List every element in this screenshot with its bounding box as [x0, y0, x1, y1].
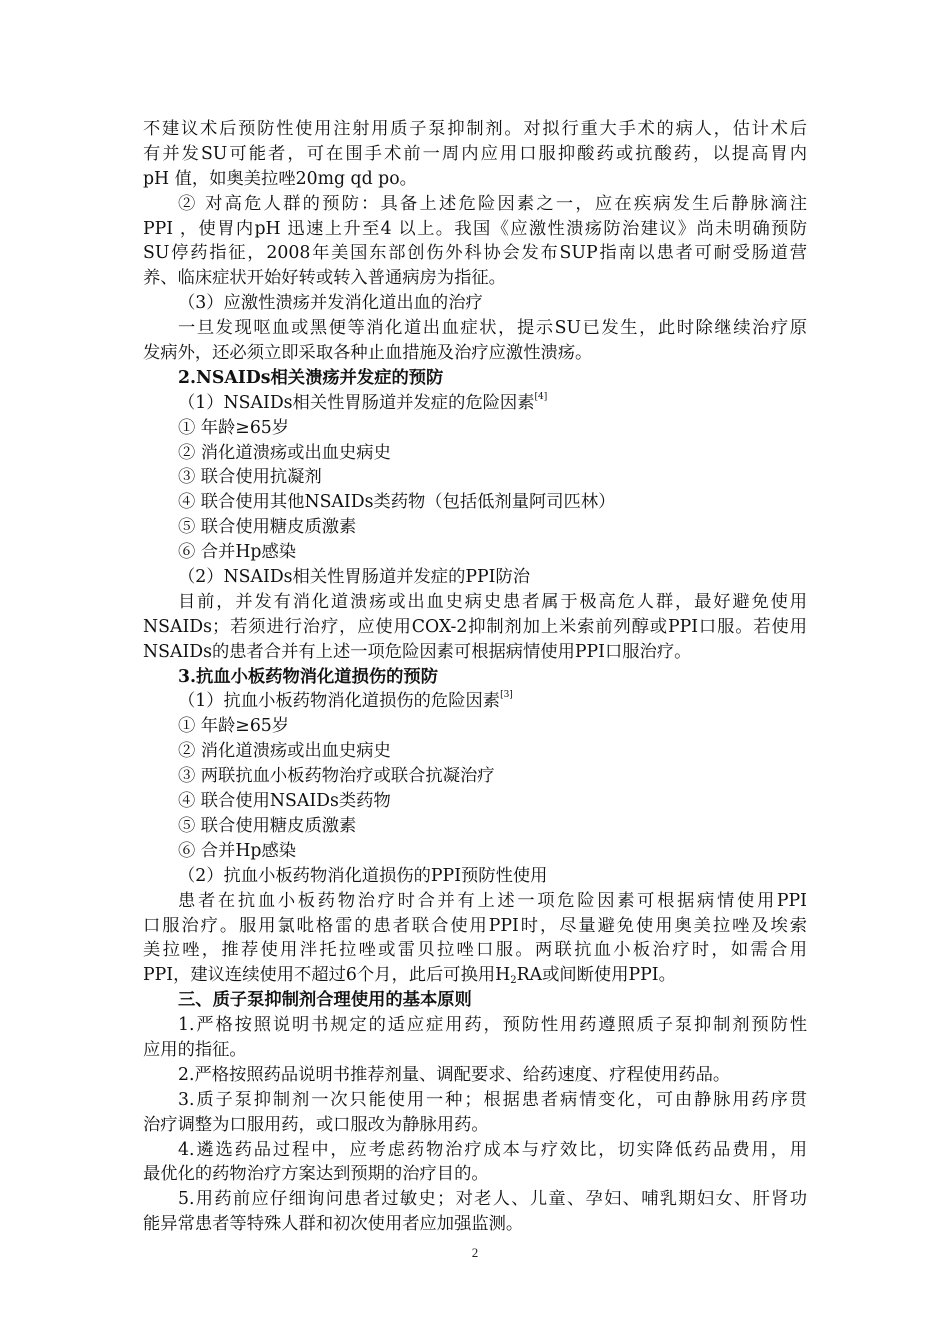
line-text: ③ 联合使用抗凝剂 [178, 467, 322, 488]
line-text: ⑤ 联合使用糖皮质激素 [178, 815, 357, 836]
section-heading [143, 366, 807, 391]
line-text: （3）应激性溃疡并发消化道出血的治疗 [178, 293, 483, 314]
text-line [143, 1138, 807, 1163]
line-text: 发病外，还必须立即采取各种止血措施及治疗应激性溃疡。 [143, 343, 593, 364]
line-text: 2.严格按照药品说明书推荐剂量、调配要求、给药速度、疗程使用药品。 [178, 1064, 731, 1085]
text-line [143, 217, 807, 242]
line-text: ⑤ 联合使用糖皮质激素 [178, 517, 357, 538]
line-text: ④ 联合使用NSAIDs类药物 [178, 791, 391, 812]
text-line [143, 441, 807, 466]
text-line [143, 416, 807, 441]
text-line [143, 291, 807, 316]
citation-superscript: [4] [534, 391, 548, 402]
line-text: ② 对高危人群的预防：具备上述危险因素之一，应在疾病发生后静脉滴注 [178, 193, 807, 214]
line-text: ② 消化道溃疡或出血史病史 [178, 442, 391, 463]
line-text: （1）抗血小板药物消化道损伤的危险因素 [178, 691, 501, 712]
text-line [143, 1063, 807, 1088]
line-text: 4.遴选药品过程中，应考虑药物治疗成本与疗效比，切实降低药品费用，用 [178, 1139, 807, 1160]
line-text: （2）NSAIDs相关性胃肠道并发症的PPI防治 [178, 567, 531, 588]
line-text: 目前，并发有消化道溃疡或出血史病史患者属于极高危人群，最好避免使用 [178, 591, 807, 612]
text-line [143, 914, 807, 939]
line-text: 治疗调整为口服用药，或口服改为静脉用药。 [143, 1114, 489, 1135]
line-text: 三、质子泵抑制剂合理使用的基本原则 [178, 990, 472, 1011]
line-text: pH 值，如奥美拉唑20mg qd po。 [143, 168, 417, 189]
line-text: （2）抗血小板药物消化道损伤的PPI预防性使用 [178, 865, 548, 886]
line-text: 能异常患者等特殊人群和初次使用者应加强监测。 [143, 1214, 524, 1235]
line-text-continued: RA或间断使用PPI。 [516, 965, 676, 986]
text-line [143, 689, 807, 714]
line-text: 不建议术后预防性使用注射用质子泵抑制剂。对拟行重大手术的病人，估计术后 [143, 119, 807, 139]
text-line [143, 938, 807, 963]
line-text: 口服治疗。服用氯吡格雷的患者联合使用PPI时，尽量避免使用奥美拉唑及埃索 [143, 915, 807, 936]
text-line [143, 640, 807, 665]
line-text: 1.严格按照说明书规定的适应症用药，预防性用药遵照质子泵抑制剂预防性 [178, 1015, 807, 1036]
line-text: ① 年龄≥65岁 [178, 417, 290, 438]
text-line [143, 167, 807, 192]
text-line [143, 814, 807, 839]
line-text: NSAIDs；若须进行治疗，应使用COX-2抑制剂加上米索前列醇或PPI口服。若使用 [143, 616, 807, 637]
text-line [143, 789, 807, 814]
text-line [143, 465, 807, 490]
line-text: ② 消化道溃疡或出血史病史 [178, 741, 391, 762]
text-line [143, 1088, 807, 1113]
text-line [143, 341, 807, 366]
section-heading [143, 988, 807, 1013]
line-text: 3.抗血小板药物消化道损伤的预防 [178, 666, 438, 687]
line-text: ⑥ 合并Hp感染 [178, 542, 297, 563]
text-line [143, 1113, 807, 1138]
text-line [143, 889, 807, 914]
text-line [143, 864, 807, 889]
line-text: 有并发SU可能者，可在围手术前一周内应用口服抑酸药或抗酸药，以提高胃内 [143, 143, 807, 164]
text-line [143, 142, 807, 167]
body-text [143, 117, 807, 1237]
line-text: 养、临床症状开始好转或转入普通病房为指征。 [143, 268, 506, 289]
section-heading [143, 665, 807, 690]
text-line [143, 192, 807, 217]
text-line [143, 1013, 807, 1038]
text-line [143, 764, 807, 789]
line-text: 一旦发现呕血或黑便等消化道出血症状，提示SU已发生，此时除继续治疗原 [178, 318, 807, 339]
line-text: 应用的指征。 [143, 1039, 247, 1060]
citation-superscript: [3] [500, 690, 513, 701]
text-line [143, 615, 807, 640]
text-line [143, 241, 807, 266]
text-line [143, 1187, 807, 1212]
line-text: （1）NSAIDs相关性胃肠道并发症的危险因素 [178, 392, 535, 413]
text-line [143, 714, 807, 739]
line-text: 2.NSAIDs相关溃疡并发症的预防 [178, 367, 444, 388]
text-line [143, 839, 807, 864]
text-line [143, 1162, 807, 1187]
line-text: ④ 联合使用其他NSAIDs类药物（包括低剂量阿司匹林） [178, 492, 616, 513]
line-text: ⑥ 合并Hp感染 [178, 840, 297, 861]
text-line [143, 590, 807, 615]
text-line [143, 963, 807, 988]
line-text: SU停药指征，2008年美国东部创伤外科协会发布SUP指南以患者可耐受肠道营 [143, 243, 807, 264]
line-text: 美拉唑，推荐使用泮托拉唑或雷贝拉唑口服。两联抗血小板治疗时，如需合用 [143, 940, 807, 961]
line-text: PPI ，使胃内pH 迅速上升至4 以上。我国《应激性溃疡防治建议》尚未明确预防 [143, 218, 807, 239]
text-line [143, 316, 807, 341]
line-text: 3.质子泵抑制剂一次只能使用一种；根据患者病情变化，可由静脉用药序贯 [178, 1089, 807, 1110]
chemical-subscript: 2 [510, 975, 517, 987]
line-text: 最优化的药物治疗方案达到预期的治疗目的。 [143, 1164, 489, 1185]
text-line [143, 1038, 807, 1063]
text-line [143, 540, 807, 565]
line-text: PPI，建议连续使用不超过6个月，此后可换用H [143, 965, 511, 986]
text-line [143, 490, 807, 515]
line-text: NSAIDs的患者合并有上述一项危险因素可根据病情使用PPI口服治疗。 [143, 641, 692, 662]
text-line [143, 117, 807, 142]
text-line [143, 266, 807, 291]
line-text: ③ 两联抗血小板药物治疗或联合抗凝治疗 [178, 766, 495, 787]
text-line [143, 1212, 807, 1237]
text-line [143, 739, 807, 764]
line-text: 5.用药前应仔细询问患者过敏史；对老人、儿童、孕妇、哺乳期妇女、肝肾功 [178, 1189, 807, 1210]
text-line [143, 565, 807, 590]
line-text: ① 年龄≥65岁 [178, 716, 290, 737]
text-line [143, 515, 807, 540]
line-text: 患者在抗血小板药物治疗时合并有上述一项危险因素可根据病情使用PPI [178, 890, 807, 911]
page-number: 2 [471, 1245, 479, 1260]
text-line [143, 391, 807, 416]
